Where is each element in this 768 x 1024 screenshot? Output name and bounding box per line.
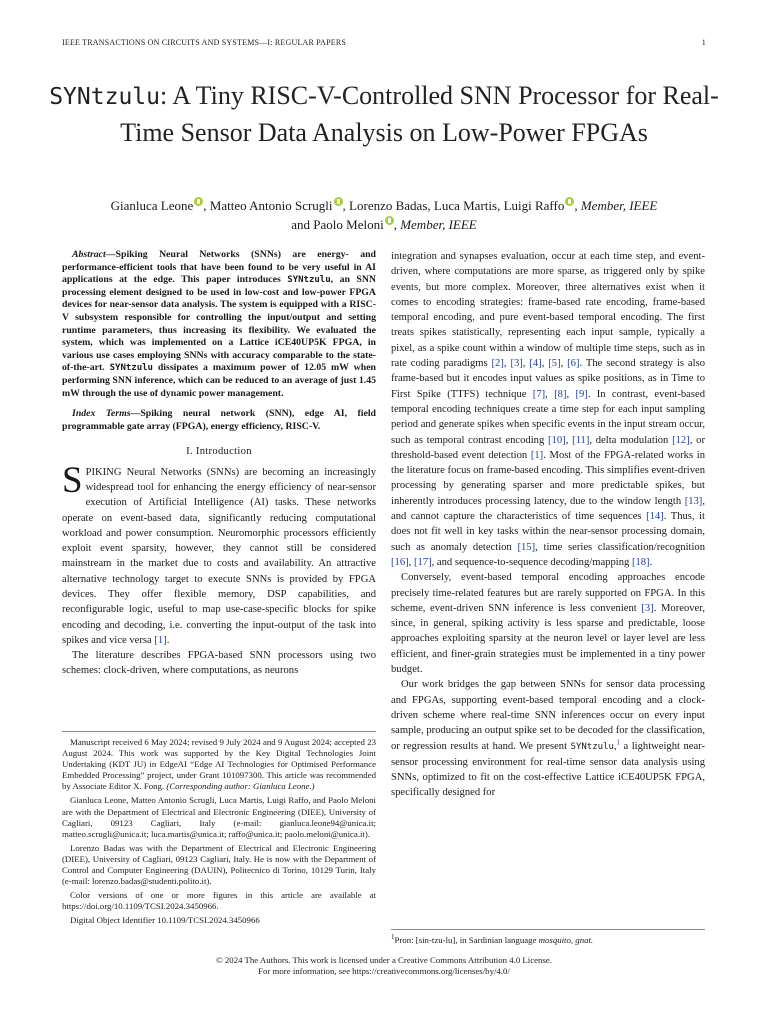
citation-link[interactable]: [2]: [491, 358, 504, 370]
pronunciation-footnote: $^1$Pron: [sin-tzu-lu], in Sardinian language mosquito, gnat.: [391, 929, 705, 946]
abstract: Abstract—Spiking Neural Networks (SNNs) are energy- and performance-efficient tools that have been found to be very useful in AI applications at the edge. This paper introduces SYNtzulu, an SNN processing element designed to be used in low-cost and low-power FPGA devices for near-sensor data analysis. The system is equipped with a RISC-V subsystem responsible for controlling the input/output and setting runtime parameters, thus increasing its flexibility. We evaluated the system, which was implemented on a Lattice iCE40UP5K FPGA, in various use cases employing SNNs with accuracy comparable to the state-of-the-art. SYNtzulu dissipates a maximum power of 12.05 mW when performing SNN inference, which can be reduced to an average of just 1.45 mW through the use of dynamic power management.: [62, 249, 377, 399]
citation-link[interactable]: [15]: [517, 541, 536, 553]
citation-link[interactable]: [5]: [548, 358, 561, 370]
author-name: Lorenzo Badas: [349, 198, 428, 213]
affiliation-note-badas: Lorenzo Badas was with the Department of Electrical and Electronic Engineering (DIEE), University of Cagliari, 09123 Cagliari, Italy. He is now with the Department of Control and Computer Engineering (DAUIN), Politecnico di Torino, 10129 Turin, Italy (e-mail: lorenzo.badas@studenti.polito.it).: [62, 842, 376, 887]
citation-link[interactable]: [4]: [529, 358, 542, 370]
running-header: [62, 38, 706, 47]
title-rest: : A Tiny RISC-V-Controlled SNN Processor for Real-Time Sensor Data Analysis on Low-Power FPGAs: [120, 81, 719, 147]
membership: Member, IEEE: [400, 217, 477, 232]
intro-paragraph-3: Conversely, event-based temporal encoding approaches encode precisely time-related features but are rarely supported on FPGA. In this scheme, event-driven SNN inference is less convenient [3]. Moreover, since, in general, spiking activity is less sparse and predictable, loose approaches exploiting sparsity at the neuron level or layer level are less efficient, and finer-grain strategies must be implemented in a tiny power budget.: [391, 572, 706, 676]
license-link[interactable]: For more information, see https://creativecommons.org/licenses/by/4.0/: [258, 966, 510, 976]
manuscript-note: Manuscript received 6 May 2024; revised 9 July 2024 and 9 August 2024; accepted 23 August 2024. This work was supported by the Key Digital Technologies Joint Undertaking (KDT JU) in EdgeAI “Edge AI Technologies for Optimised Performance Embedded Processing” project, under Grant 101097300. This article was recommended by Associate Editor X. Fong. (Corresponding author: Gianluca Leone.): [62, 737, 376, 792]
citation-link[interactable]: [13]: [684, 495, 703, 507]
citation-link[interactable]: [10]: [548, 434, 566, 446]
citation-link[interactable]: [3]: [510, 358, 523, 370]
orcid-icon[interactable]: [565, 197, 574, 206]
citation-link[interactable]: [18]: [631, 556, 650, 568]
intro-paragraph-2: The literature describes FPGA-based SNN processors using two schemes: clock-driven, where computations, as neurons: [62, 650, 376, 677]
author-name: Paolo Meloni: [313, 217, 384, 232]
author-name: Luigi Raffo: [503, 198, 565, 213]
title-system-name: SYNtzulu: [49, 84, 160, 110]
citation-link[interactable]: [8]: [554, 388, 567, 400]
author-name: Gianluca Leone: [110, 198, 194, 213]
citation-link[interactable]: [9]: [575, 388, 588, 400]
citation-link[interactable]: [1]: [154, 634, 167, 646]
journal-name: IEEE TRANSACTIONS ON CIRCUITS AND SYSTEMS—I: REGULAR PAPERS: [62, 38, 347, 47]
color-note: Color versions of one or more figures in this article are available at https://doi.org/10.1109/TCSI.2024.3450966.: [62, 890, 376, 912]
footnote-link[interactable]: 1: [616, 737, 621, 746]
left-column: [62, 249, 376, 679]
section-heading: I. Introduction: [186, 446, 252, 458]
author-name: Matteo Antonio Scrugli: [209, 198, 333, 213]
paper-title: [40, 78, 728, 150]
page-number: 1: [701, 38, 706, 47]
index-terms-label: Index Terms—: [72, 408, 141, 420]
first-page-footnotes: [62, 731, 376, 930]
citation-link[interactable]: [16]: [391, 556, 409, 568]
citation-link[interactable]: [14]: [646, 511, 664, 523]
footnote-mark: 1: [391, 933, 395, 942]
citation-link[interactable]: [11]: [572, 434, 590, 446]
right-column: [391, 249, 705, 801]
intro-paragraph-1: SPIKING Neural Networks (SNNs) are becoming an increasingly widespread tool for enhancing the energy efficiency of near-sensor execution of Artificial Intelligence (AI) tasks. These networks operate on event-based data, significantly reducing computational workload and power consumption. Neuromorphic processors efficiently exploit event sparsity, however, they cannot still be considered mainstream in the market due to costs and availability. An attractive alternative technology target to execute SNNs is provided by FPGA devices. They offer flexible memory, DSP capabilities, and reconfigurable logic, useful to map use-case-specific blocks for spike encoding and decoding, i.e. converting the input-output of the task into spikes and vice versa [1].: [62, 459, 376, 646]
citation-link[interactable]: [12]: [672, 434, 690, 446]
membership: Member, IEEE: [580, 198, 658, 213]
affiliation-note: Gianluca Leone, Matteo Antonio Scrugli, Luca Martis, Luigi Raffo, and Paolo Meloni are with the Department of Electrical and Electronic Engineering (DIEE), University of Cagliari, 09123 Cagliari, Italy (e-mail: gianluca.leone94@unica.it; matteo.scrugli@unica.it; luca.martis@unica.it; raffo@unica.it; paolo.meloni@unica.it).: [62, 795, 376, 839]
license-line: © 2024 The Authors. This work is licensed under a Creative Commons Attribution 4.0 License.: [216, 955, 552, 965]
intro-paragraph-2-cont: integration and synapses evaluation, occur at each time step, and event-driven, where computations are more sparse, as triggered only by spike events, but more complex. Moreover, three alternatives exist when it comes to encoding strategies: frame-based rate encoding, frame-based temporal encoding, and pure event-based temporal encoding. The first treats spikes statistically, representing each input sample, typically a pixel, as a spike count within a window of multiple time steps, such as in rate coding paradigms [2], [3], [4], [5], [6]. The second strategy is also frame-based but it encodes input values as spike positions, as in Time to First Spike (TTFS) technique [7], [8], [9]. In contrast, event-based temporal encoding techniques create a time step for each input sampling period and generate spikes when specific events in the input stream occur, such as temporal contrast encoding [10], [11], delta modulation [12], or threshold-based event detection [1]. Most of the FPGA-related works in the literature focus on frame-based encoding. This simplifies event-driven processing by generating sparser and more predictable spikes, but inherently introduces processing latency, due to the window length [13], and cannot capture the characteristics of time sequences [14]. Thus, it does not fit well in key tasks within the near-sensor processing domain, such as anomaly detection [15], time series classification/recognition [16], [17], and sequence-to-sequence decoding/mapping [18].: [391, 251, 706, 568]
citation-link[interactable]: [17]: [413, 556, 432, 568]
drop-cap: S: [62, 459, 83, 501]
system-name: SYNtzulu: [570, 741, 614, 752]
citation-link[interactable]: [7]: [532, 388, 546, 400]
author-name: Luca Martis: [433, 198, 498, 213]
intro-paragraph-4: Our work bridges the gap between SNNs for sensor data processing and FPGAs, supporting event-based temporal encoding and a clock-driven scheme where real-time SNN inferences occur on every input sample, producing an output spike set to be decoded for the classification, or regression results at hand. We present SYNtzulu,$^1$ a lightweight near-sensor processing environment for real-time sensor data analysis using SNNs, optimized to fit on the cost-effective Lattice iCE40UP5K FPGA, specifically designed for: [391, 679, 705, 799]
citation-link[interactable]: [1]: [530, 449, 544, 461]
citation-link[interactable]: [6]: [567, 358, 580, 370]
citation-link[interactable]: [3]: [641, 602, 654, 614]
author-list: Gianluca Leone , Matteo Antonio Scrugli , Lorenzo Badas, Luca Martis, Luigi Raffo , Member, IEEE and Paolo Meloni , Member, IEEE: [110, 198, 658, 232]
abstract-label: Abstract—: [72, 249, 116, 260]
doi-note: Digital Object Identifier 10.1109/TCSI.2024.3450966: [70, 915, 260, 926]
orcid-icon[interactable]: [334, 197, 343, 206]
license-notice: [62, 949, 706, 977]
index-terms: Index Terms—Spiking neural network (SNN), edge AI, field programmable gate array (FPGA), energy efficiency, RISC-V.: [62, 408, 376, 432]
orcid-icon[interactable]: [385, 216, 394, 225]
orcid-icon[interactable]: [194, 197, 203, 206]
